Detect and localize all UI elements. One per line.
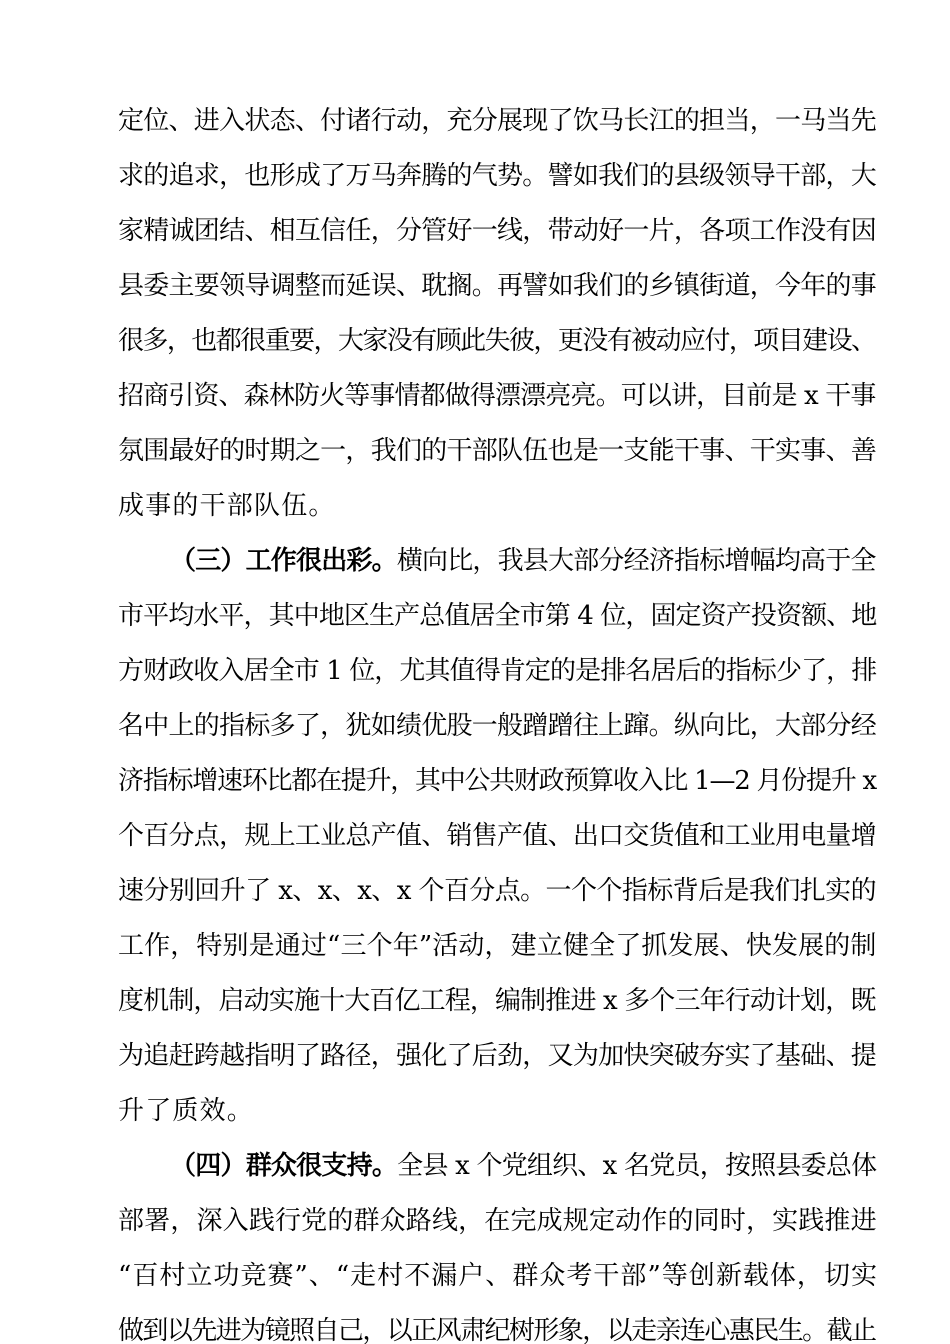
text-line: 市平均水平，其中地区生产总值居全市第 4 位，固定资产投资额、地: [118, 601, 877, 631]
text-line: 招商引资、森林防火等事情都做得漂漂亮亮。可以讲，目前是 x 干事: [118, 381, 876, 411]
text-line: 名中上的指标多了，犹如绩优股一般蹭蹭往上蹿。纵向比，大部分经: [118, 711, 877, 741]
text-run: 全县 x 个党组织、x 名党员，按照县委总体: [397, 1151, 877, 1181]
text-line: 个百分点，规上工业总产值、销售产值、出口交货值和工业用电量增: [118, 821, 877, 851]
text-line: 工作，特别是通过“三个年”活动，建立健全了抓发展、快发展的制: [118, 931, 877, 961]
text-line: 升了质效。: [118, 1096, 255, 1126]
text-line: 度机制，启动实施十大百亿工程，编制推进 x 多个三年行动计划，既: [118, 986, 876, 1016]
section-heading: （四）群众很支持。: [170, 1151, 398, 1181]
text-line: 成事的干部队伍。: [118, 491, 336, 521]
text-line: 定位、进入状态、付诸行动，充分展现了饮马长江的担当，一马当先: [118, 106, 877, 136]
text-line: “百村立功竞赛”、“走村不漏户、群众考干部”等创新载体，切实: [118, 1261, 878, 1291]
section-heading: （三）工作很出彩。: [170, 546, 397, 576]
text-line: 速分别回升了 x、x、x、x 个百分点。一个个指标背后是我们扎实的: [118, 876, 877, 906]
text-line: 氛围最好的时期之一，我们的干部队伍也是一支能干事、干实事、善: [118, 436, 877, 466]
text-line: 济指标增速环比都在提升，其中公共财政预算收入比 1—2 月份提升 x: [118, 766, 876, 796]
text-line: 求的追求，也形成了万马奔腾的气势。譬如我们的县级领导干部，大: [118, 161, 877, 191]
text-line: 家精诚团结、相互信任，分管好一线，带动好一片，各项工作没有因: [118, 216, 877, 246]
text-run: 横向比，我县大部分经济指标增幅均高于全: [396, 546, 876, 576]
paragraph-first-line: [170, 1151, 878, 1181]
text-line: 为追赶跨越指明了路径，强化了后劲，又为加快突破夯实了基础、提: [118, 1041, 877, 1071]
text-line: 很多，也都很重要，大家没有顾此失彼，更没有被动应付，项目建设、: [118, 326, 876, 356]
text-line: 部署，深入践行党的群众路线，在完成规定动作的同时，实践推进: [118, 1206, 877, 1236]
text-line: 方财政收入居全市 1 位，尤其值得肯定的是排名居后的指标少了，排: [118, 656, 877, 686]
text-line: 县委主要领导调整而延误、耽搁。再譬如我们的乡镇街道，今年的事: [118, 271, 877, 301]
text-line: 做到以先进为镜照自己，以正风肃纪树形象，以走亲连心惠民生。截止: [118, 1316, 876, 1344]
paragraph-first-line: [170, 546, 878, 576]
